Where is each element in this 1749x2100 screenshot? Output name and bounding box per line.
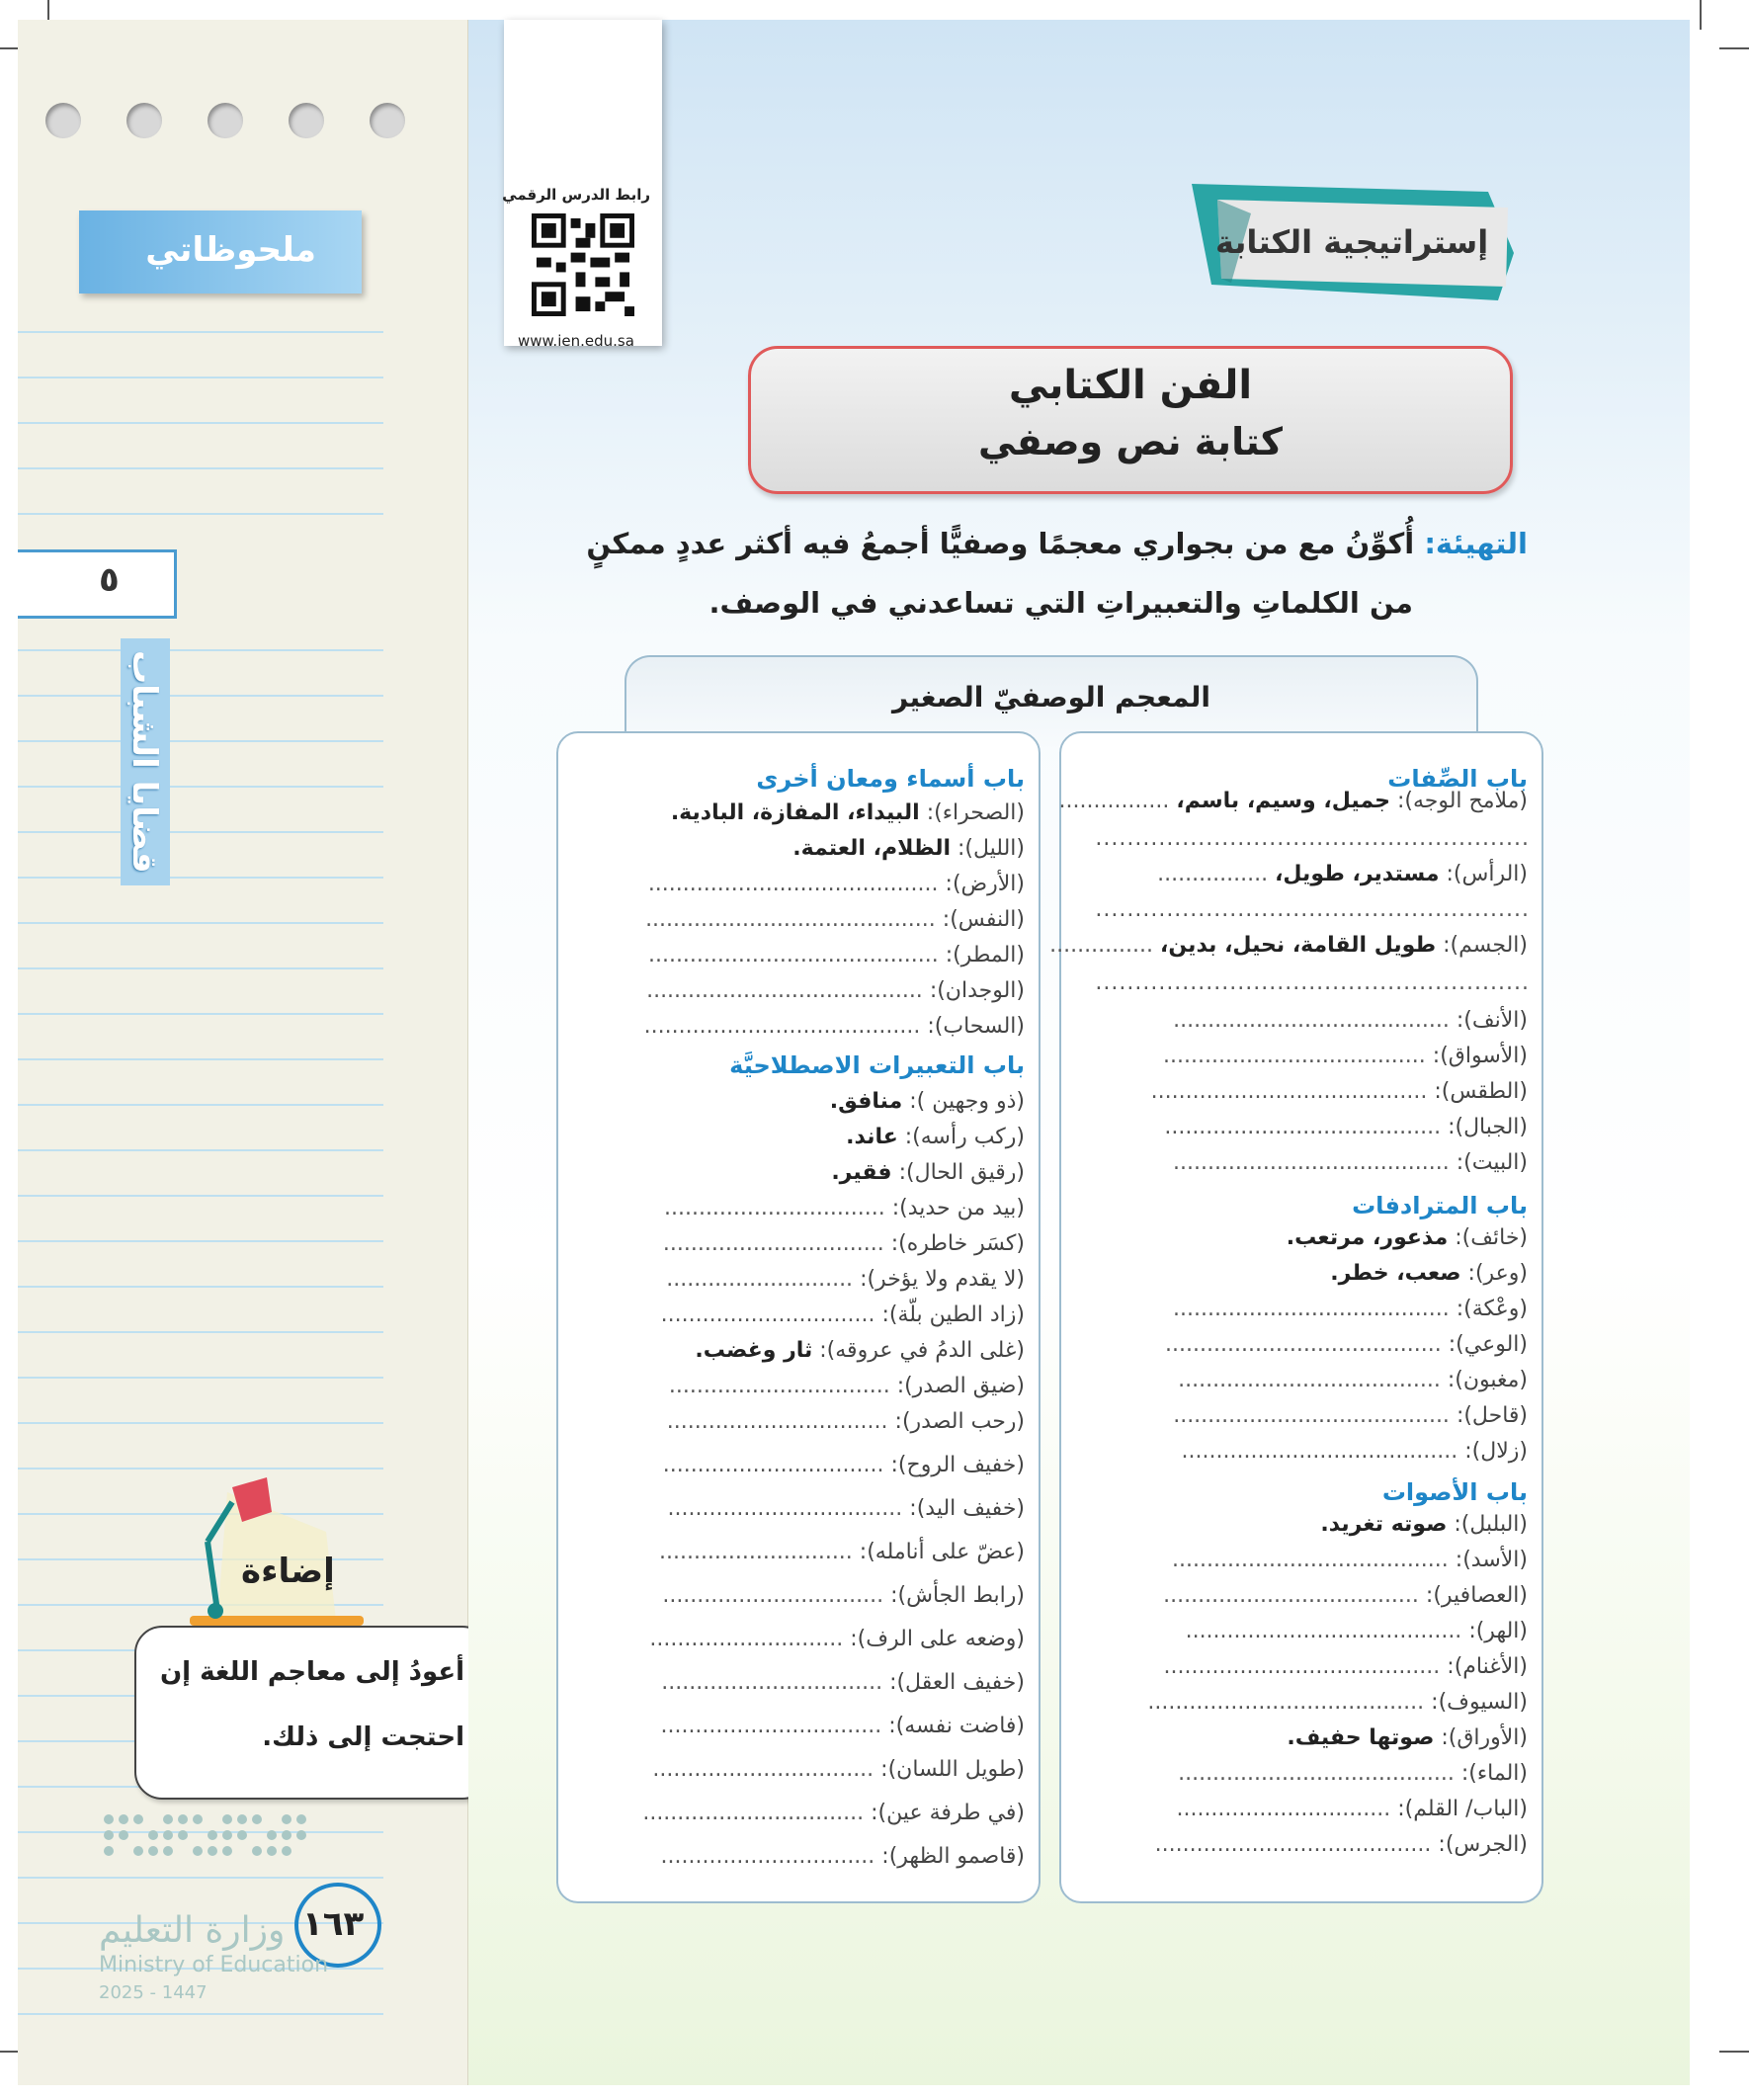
answer-blank[interactable]: ........................................ (1147, 1690, 1425, 1715)
note-line (18, 1104, 383, 1106)
entry-term: (لا يقدم ولا يؤخر): (860, 1267, 1025, 1292)
entry-term: (وعْكة): (1456, 1297, 1528, 1321)
entry-term: (الأسد): (1455, 1548, 1528, 1572)
note-line (18, 649, 383, 651)
entry-term: (البلبل): (1454, 1512, 1528, 1537)
answer-blank[interactable]: ........................... (666, 1267, 854, 1292)
entry-answer: صوتها حفيف. (1287, 1725, 1435, 1750)
intro-paragraph (520, 514, 1528, 632)
note-line (18, 1331, 383, 1333)
lesson-title-box (748, 346, 1513, 494)
answer-blank[interactable]: ........................................ (643, 1014, 921, 1039)
answer-blank[interactable]: ........................................ (1154, 1832, 1432, 1857)
dictionary-entry (648, 943, 1025, 967)
dictionary-entry (1164, 1654, 1528, 1679)
answer-blank[interactable]: ........................................ (1172, 1297, 1450, 1321)
intro-line: من الكلماتِ والتعبيراتِ التي تساعدني في الوصف. (708, 586, 1413, 620)
binder-hole (289, 103, 324, 138)
dictionary-entry (1186, 1619, 1528, 1643)
entry-answer: فقير. (831, 1160, 892, 1185)
dictionary-entry (649, 1627, 1025, 1651)
entry-term: (ذو وجهين ): (909, 1089, 1025, 1114)
dictionary-entry (1173, 1150, 1528, 1175)
note-line (18, 331, 383, 333)
answer-blank[interactable]: ................................ (663, 1196, 885, 1220)
note-line (18, 877, 383, 879)
dictionary-entry (1178, 1761, 1528, 1786)
dictionary-entry (830, 1089, 1025, 1114)
dictionary-entry (668, 1496, 1026, 1521)
binder-hole (370, 103, 405, 138)
dictionary-entry (1059, 789, 1529, 813)
section-heading: باب الصِّفات (1387, 765, 1528, 793)
answer-blank[interactable]: .......................................... (647, 872, 939, 896)
entry-term: (قاصمو الظهر): (881, 1844, 1025, 1869)
binder-hole (208, 103, 243, 138)
entry-term: (خفيف الروح): (890, 1453, 1025, 1477)
answer-blank[interactable]: ........................................ (1150, 1079, 1428, 1104)
dictionary-entry (1287, 1725, 1528, 1750)
qr-code-icon[interactable] (532, 213, 634, 316)
entry-term: (البيت): (1456, 1150, 1528, 1175)
dictionary-title: المعجم الوصفيّ الصغير (892, 681, 1210, 714)
entry-term: (زاد الطين بلّة): (881, 1302, 1025, 1327)
note-line (18, 1468, 383, 1470)
note-line (18, 1149, 383, 1151)
section-heading: باب المترادفات (1352, 1192, 1528, 1219)
page-number: ١٦٣ (302, 1904, 365, 1944)
dictionary-entry (1330, 1261, 1528, 1286)
dictionary-entry (1172, 1548, 1528, 1572)
answer-blank[interactable]: ................................ (662, 1453, 884, 1477)
answer-blank[interactable]: ........................................ (1173, 1403, 1450, 1428)
entry-term: (المطر): (945, 943, 1025, 967)
crop-mark (1719, 2051, 1749, 2053)
note-line (18, 422, 383, 424)
entry-term: (مغبون): (1447, 1368, 1528, 1392)
answer-blank[interactable]: ............................ (658, 1540, 853, 1564)
note-line (18, 1286, 383, 1288)
note-line (18, 831, 383, 833)
entry-term: (وضعه على الرف): (850, 1627, 1025, 1651)
entry-term: (عضّ على أنامله): (859, 1540, 1025, 1564)
entry-term: (الأغنام): (1447, 1654, 1528, 1679)
entry-term: (خائف): (1455, 1225, 1528, 1250)
entry-term: (كسَر خاطره): (890, 1231, 1025, 1256)
entry-answer: ثار وغضب. (695, 1338, 813, 1363)
entry-term: (ملامح الوجه): (1396, 789, 1528, 813)
illumination-label: إضاءة (241, 1552, 335, 1591)
entry-term: (بيد من حديد): (891, 1196, 1025, 1220)
notes-tab (79, 210, 362, 294)
note-line (18, 1377, 383, 1379)
entry-term: (الوجدان): (929, 978, 1025, 1003)
dictionary-entry (661, 1302, 1025, 1327)
answer-blank[interactable]: ................ (1058, 789, 1170, 813)
dictionary-entry (659, 1540, 1025, 1564)
entry-term: (الأسواق): (1432, 1044, 1528, 1068)
note-line (18, 740, 383, 742)
section-heading: باب التعبيرات الاصطلاحيَّة (729, 1051, 1025, 1079)
answer-blank[interactable]: ................................ (662, 1583, 884, 1608)
lesson-subtitle: كتابة نص وصفي (978, 420, 1283, 463)
section-heading: باب الأصوات (1381, 1478, 1528, 1506)
answer-blank[interactable]: ........................................ (1172, 1150, 1450, 1175)
answer-blank[interactable]: ................................ (652, 1757, 874, 1782)
dictionary-entry (645, 907, 1025, 932)
entry-term: (الأرض): (945, 872, 1025, 896)
entry-term: (السحاب): (927, 1014, 1025, 1039)
entry-term: (الجسم): (1443, 933, 1528, 958)
entry-term: (غلى الدمُ في عروقه): (819, 1338, 1025, 1363)
crop-mark (1719, 47, 1749, 49)
entry-term: (قاحل): (1456, 1403, 1528, 1428)
entry-term: (الأنف): (1456, 1008, 1528, 1033)
answer-blank[interactable]: ............... (1049, 933, 1154, 958)
dictionary-entry (1173, 1008, 1528, 1033)
ministry-name-en: Ministry of Education (99, 1953, 329, 1977)
answer-blank[interactable]: ................................ (660, 1714, 882, 1738)
entry-term: (الباب/ القلم): (1397, 1797, 1528, 1821)
note-line (18, 1195, 383, 1197)
entry-term: (الأوراق): (1441, 1725, 1528, 1750)
answer-blank[interactable]: ........................................ (646, 978, 923, 1003)
entry-answer: صعب، خطر. (1330, 1261, 1461, 1286)
dictionary-entry (1151, 1079, 1528, 1104)
dictionary-entry (648, 872, 1025, 896)
note-line (18, 513, 383, 515)
crop-mark (1700, 0, 1702, 30)
note-line (18, 377, 383, 378)
entry-term: (رابط الجأش): (890, 1583, 1025, 1608)
dictionary-entry (1157, 862, 1528, 886)
entry-term: (وعر): (1467, 1261, 1528, 1286)
strategy-label: إستراتيجية الكتابة (1215, 223, 1489, 261)
dictionary-entry (1173, 1403, 1528, 1428)
dictionary-entry (663, 1231, 1025, 1256)
dictionary-entry (831, 1160, 1025, 1185)
note-line (18, 2013, 383, 2015)
dictionary-entry (1163, 1044, 1528, 1068)
entry-answer: صوته تغريد. (1320, 1512, 1448, 1537)
note-line (18, 467, 383, 469)
dictionary-entry (642, 1801, 1025, 1825)
dictionary-entry (664, 1196, 1025, 1220)
entry-answer: مستدير، طويل، (1275, 862, 1440, 886)
answer-blank[interactable]: ........................................ (1164, 1115, 1442, 1139)
intro-label: التهيئة: (1424, 527, 1528, 560)
entry-term: (العصافير): (1425, 1583, 1528, 1608)
ministry-name-ar: وزارة التعليم (99, 1910, 286, 1951)
entry-term: (الطقس): (1434, 1079, 1528, 1104)
entry-answer: مذعور، مرتعب. (1286, 1225, 1449, 1250)
dictionary-entry (646, 978, 1025, 1003)
ministry-year: 2025 - 1447 (99, 1982, 208, 2003)
dictionary-entry (1164, 1115, 1528, 1139)
dictionary-entry (1287, 1225, 1528, 1250)
entry-term: (الجبال): (1448, 1115, 1528, 1139)
answer-blank[interactable]: ............................ (649, 1627, 844, 1651)
answer-blank-line[interactable]: ....................................................... (1095, 826, 1530, 851)
dictionary-entry (660, 1714, 1025, 1738)
entry-term: (الصحراء): (926, 800, 1025, 825)
answer-blank[interactable]: .......................................... (645, 907, 936, 932)
illumination-line: احتجت إلى ذلك. (262, 1722, 464, 1752)
answer-blank[interactable]: ........................................ (1185, 1619, 1462, 1643)
entry-term: (خفيف العقل): (889, 1670, 1025, 1695)
illumination-line: أعودُ إلى معاجم اللغة إن (159, 1657, 464, 1687)
answer-blank[interactable]: ........................................ (1172, 1548, 1449, 1572)
dictionary-entry (1049, 933, 1528, 958)
dictionary-entry (1176, 1797, 1528, 1821)
dictionary-entry (663, 1453, 1025, 1477)
note-line (18, 695, 383, 697)
answer-blank[interactable]: ................................ (668, 1374, 890, 1398)
answer-blank-line[interactable]: ....................................................... (1095, 970, 1530, 995)
answer-blank[interactable]: ................................ (666, 1409, 888, 1434)
dictionary-entry (695, 1338, 1025, 1363)
note-line (18, 786, 383, 788)
binder-hole (45, 103, 81, 138)
answer-blank-line[interactable]: ....................................................... (1095, 897, 1530, 922)
answer-blank[interactable]: ..................................... (1163, 1583, 1419, 1608)
entry-term: (الهر): (1468, 1619, 1528, 1643)
dictionary-entry (669, 1374, 1025, 1398)
note-line (18, 1422, 383, 1424)
right-column (1049, 731, 1543, 1903)
dictionary-entry (1320, 1512, 1528, 1537)
note-line (18, 1058, 383, 1060)
entry-answer: منافق. (829, 1089, 903, 1114)
entry-term: (ركب رأسه): (904, 1125, 1025, 1149)
answer-blank[interactable]: ................................ (662, 1231, 884, 1256)
dictionary-entry (644, 1014, 1025, 1039)
left-column (556, 731, 1041, 1903)
answer-blank[interactable]: .................................. (667, 1496, 903, 1521)
entry-term: (السيوف): (1431, 1690, 1528, 1715)
entry-term: (فاضت نفسه): (888, 1714, 1025, 1738)
entry-term: (رحب الصدر): (894, 1409, 1025, 1434)
dictionary-entry (1178, 1368, 1528, 1392)
qr-url[interactable]: www.ien.edu.sa (518, 332, 634, 350)
answer-blank[interactable]: ................................ (661, 1670, 883, 1695)
notes-title: ملحوظاتي (145, 230, 316, 270)
entry-term: (زلال): (1464, 1439, 1528, 1464)
unit-number: ٥ (99, 560, 120, 600)
section-heading: باب أسماء ومعان أخرى (756, 765, 1025, 793)
entry-term: (الليل): (958, 836, 1025, 861)
entry-term: (النفس): (942, 907, 1025, 932)
binder-hole (126, 103, 162, 138)
answer-blank[interactable]: ............................... (1176, 1797, 1391, 1821)
dictionary-entry (667, 1409, 1025, 1434)
unit-tab (121, 638, 170, 885)
answer-blank[interactable]: ........................................ (1173, 1008, 1450, 1033)
dictionary-entry (1165, 1332, 1528, 1357)
dictionary-entry (846, 1125, 1025, 1149)
dictionary-entry (671, 800, 1025, 825)
note-line (18, 922, 383, 924)
unit-title: قضايا الشباب (125, 650, 164, 874)
dictionary-entry (792, 836, 1025, 861)
qr-card[interactable] (502, 20, 662, 350)
dictionary-entry (1155, 1832, 1528, 1857)
dictionary-entry (1147, 1690, 1528, 1715)
dictionary-entry (1182, 1439, 1528, 1464)
entry-term: (طويل اللسان): (880, 1757, 1025, 1782)
answer-blank[interactable]: ............................... (660, 1844, 875, 1869)
answer-blank[interactable]: ........................................ (1163, 1654, 1441, 1679)
entry-answer: طويل القامة، نحيل، بدين، (1160, 933, 1437, 958)
answer-blank[interactable]: ...................................... (1178, 1368, 1441, 1392)
dictionary-entry (1163, 1583, 1528, 1608)
entry-term: (الماء): (1460, 1761, 1528, 1786)
dictionary-entry (666, 1267, 1025, 1292)
illumination-box (134, 1626, 490, 1800)
entry-answer: الظلام، العتمة. (792, 836, 952, 861)
entry-term: (في طرفة عين): (871, 1801, 1025, 1825)
entry-answer: عاند. (846, 1125, 898, 1149)
answer-blank[interactable]: ........................................ (1178, 1761, 1455, 1786)
dictionary-entry (662, 1583, 1025, 1608)
answer-blank[interactable]: ................................ (642, 1801, 865, 1825)
lesson-art: الفن الكتابي (1008, 363, 1253, 408)
entry-term: (الجرس): (1438, 1832, 1528, 1857)
answer-blank[interactable]: ...................................... (1163, 1044, 1426, 1068)
intro-line: أُكوِّنُ مع من بجواري معجمًا وصفيًّا أجمعُ فيه أكثر عددٍ ممكنٍ (586, 527, 1415, 560)
qr-label: رابط الدرس الرقمي (502, 186, 650, 204)
answer-blank[interactable]: .......................................... (647, 943, 939, 967)
dictionary-entry (1173, 1297, 1528, 1321)
entry-answer: جميل، وسيم، باسم، (1176, 789, 1390, 813)
entry-term: (الوعي): (1448, 1332, 1528, 1357)
entry-answer: البيداء، المفازة، البادية. (670, 800, 920, 825)
entry-term: (خفيف اليد): (909, 1496, 1025, 1521)
dictionary-entry (652, 1757, 1025, 1782)
entry-term: (رقيق الحال): (898, 1160, 1025, 1185)
note-line (18, 967, 383, 969)
note-line (18, 1013, 383, 1015)
answer-blank[interactable]: ........................................ (1181, 1439, 1458, 1464)
answer-blank[interactable]: ........................................ (1165, 1332, 1442, 1357)
unit-number-box (18, 549, 177, 619)
note-line (18, 1240, 383, 1242)
dictionary-entry (661, 1844, 1026, 1869)
entry-term: (ضيق الصدر): (896, 1374, 1025, 1398)
answer-blank[interactable]: ................ (1157, 862, 1269, 886)
entry-term: (الرأس): (1446, 862, 1528, 886)
dictionary-entry (661, 1670, 1025, 1695)
answer-blank[interactable]: ............................... (660, 1302, 875, 1327)
